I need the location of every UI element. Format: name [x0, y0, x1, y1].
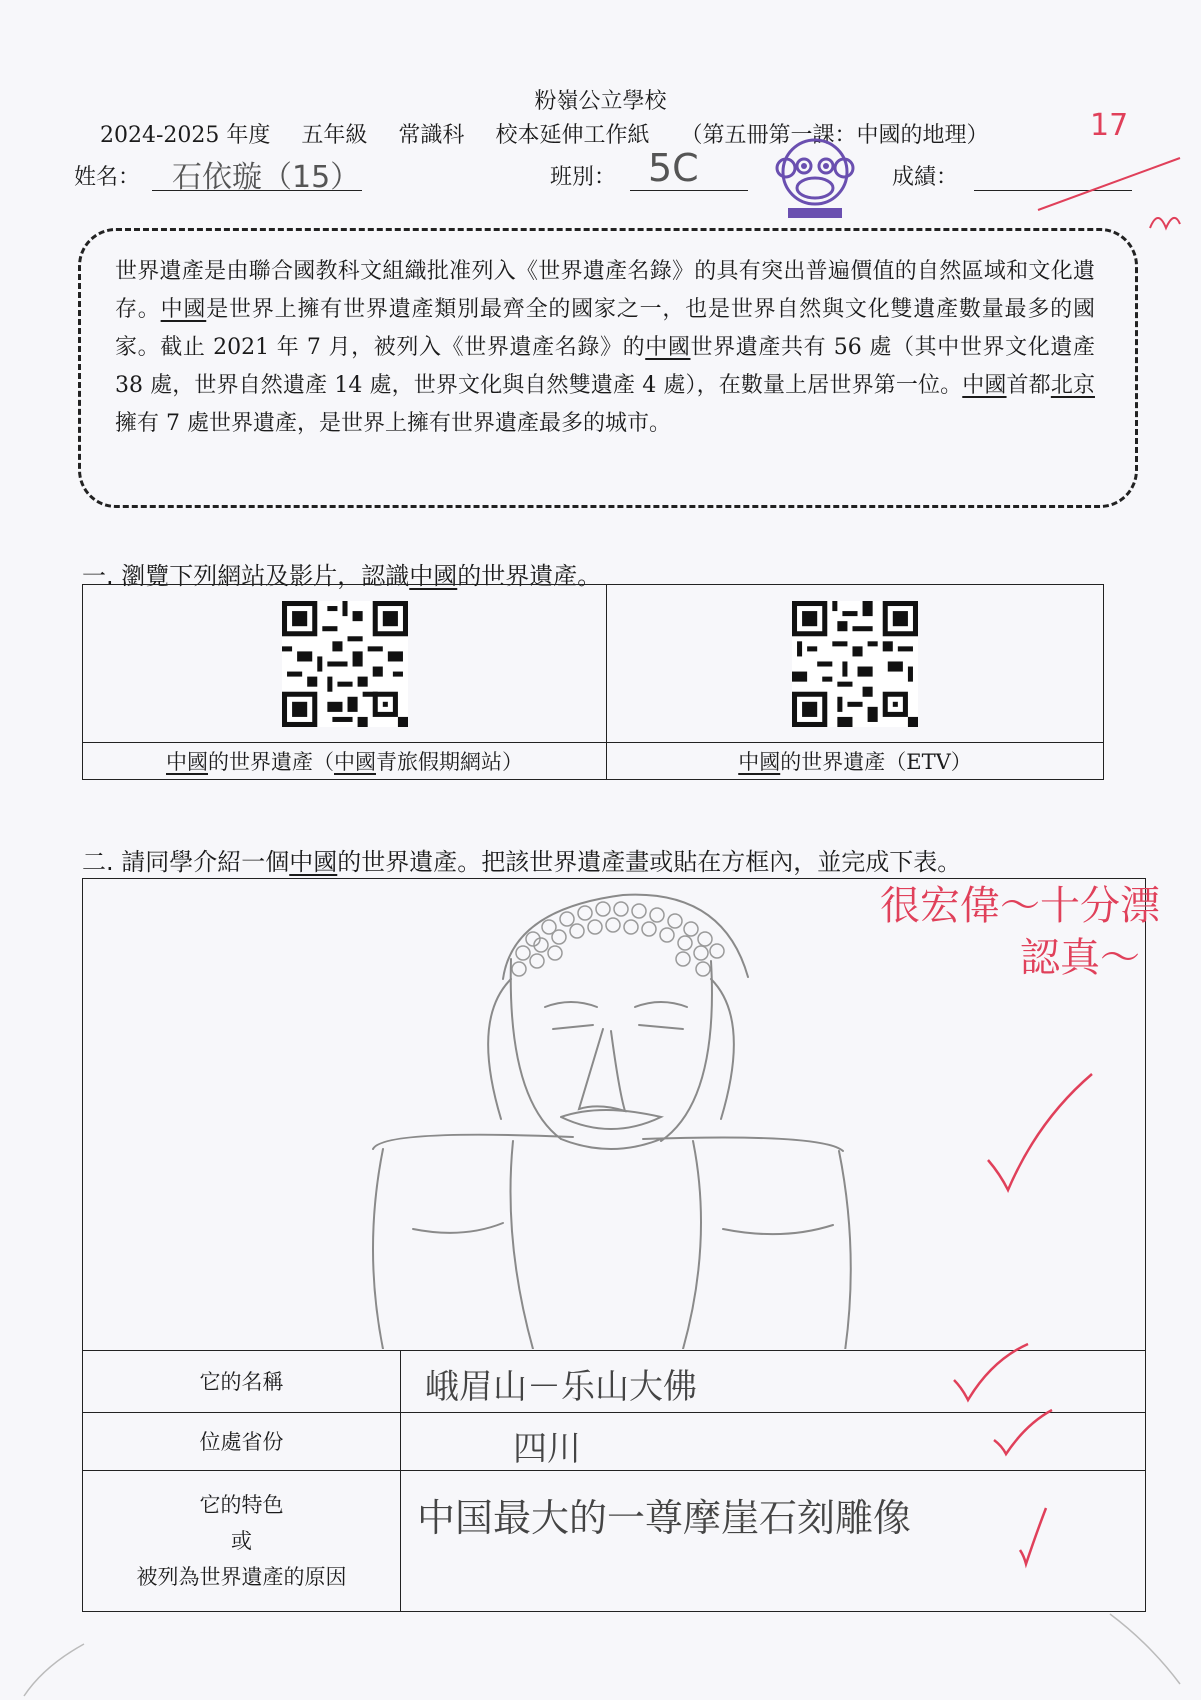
- caption-right-b: 的世界遺產（ETV）: [780, 750, 972, 774]
- caption-right-china: 中國: [738, 750, 781, 774]
- caption-left-china-2: 中國: [334, 750, 376, 774]
- monkey-stamp-icon: [772, 132, 858, 228]
- label-province: 位處省份: [83, 1413, 401, 1471]
- student-name: 石依璇（15）: [172, 160, 361, 195]
- red-stroke-mark: [1030, 150, 1190, 240]
- red-check-marks: [950, 1340, 1090, 1570]
- intro-text-4: 首都: [1006, 373, 1051, 398]
- intro-text-3: 世界遺產共有 56 處（其中世界文化遺產 38 處，世界自然遺產 14 處，世界文化與自然雙遺產 4 處），在數量上居世界第一位。: [115, 335, 1095, 398]
- page-corner-fold-left: [20, 1640, 90, 1700]
- qr-caption-right[interactable]: [607, 743, 1103, 779]
- teacher-comment-line1: 很宏偉～十分漂: [880, 883, 1160, 929]
- label-feature: [83, 1471, 401, 1611]
- label-feature-2: 或: [231, 1529, 252, 1553]
- answer-province: 四川: [513, 1429, 581, 1469]
- qr-caption-left[interactable]: [83, 743, 607, 779]
- qr-table: [82, 584, 1104, 780]
- label-name: 它的名稱: [83, 1351, 401, 1413]
- score-mark: 17: [1090, 108, 1129, 143]
- score-label: 成績：: [892, 165, 959, 190]
- section2-title-china: 中國: [289, 848, 338, 876]
- red-check-icon: [980, 1070, 1100, 1200]
- intro-box: [78, 228, 1138, 508]
- caption-left-china-1: 中國: [166, 750, 208, 774]
- label-feature-3: 被列為世界遺產的原因: [136, 1565, 347, 1589]
- intro-text-5: 擁有 7 處世界遺產，是世界上擁有世界遺產最多的城市。: [115, 411, 671, 436]
- section1-title-b: 的世界遺產。: [457, 562, 602, 590]
- qr-code-icon[interactable]: [282, 599, 408, 729]
- section1-title-china: 中國: [409, 562, 458, 590]
- section2-title-b: 的世界遺產。把該世界遺產畫或貼在方框內，並完成下表。: [337, 848, 962, 876]
- intro-china-1: 中國: [160, 297, 207, 322]
- intro-text-2: 是世界上擁有世界遺產類別最齊全的國家之一，也是世界自然與文化雙遺產數量最多的國家。截止 2021 年 7 月，被列入《世界遺產名錄》的: [115, 297, 1095, 360]
- page-corner-fold: [1100, 1610, 1190, 1690]
- section2-title-a: 二. 請同學介紹一個: [82, 848, 290, 876]
- worksheet-subtitle: [100, 118, 1012, 149]
- answer-name: 峨眉山－乐山大佛: [425, 1367, 697, 1407]
- section2-title: [82, 842, 961, 877]
- worksheet-type: 校本延伸工作紙: [495, 123, 650, 148]
- subject: 常識科: [398, 123, 465, 148]
- grade: 五年級: [301, 123, 368, 148]
- label-feature-1: 它的特色: [199, 1493, 284, 1517]
- class-line: [630, 190, 748, 191]
- class-label: 班別：: [550, 165, 617, 190]
- caption-left-d: 青旅假期網站）: [376, 750, 523, 774]
- intro-beijing: 北京: [1050, 373, 1095, 398]
- academic-year: 2024-2025 年度: [100, 123, 271, 148]
- unit-title: （第五冊第一課：中國的地理）: [680, 123, 989, 148]
- teacher-comment-line2: 認真～: [1020, 935, 1140, 981]
- qr-cell-right[interactable]: [607, 585, 1103, 743]
- intro-china-2: 中國: [645, 335, 691, 360]
- school-name: 粉嶺公立學校: [534, 89, 667, 114]
- caption-left-b: 的世界遺產（: [208, 750, 334, 774]
- qr-code-icon[interactable]: [792, 599, 918, 729]
- class-value: 5C: [648, 146, 699, 190]
- qr-cell-left[interactable]: [83, 585, 607, 743]
- intro-text-1: 世界遺產是由聯合國教科文組織批准列入《世界遺產名錄》的具有突出普遍價值的自然區域和文化遺存。: [115, 259, 1095, 322]
- answer-feature: 中国最大的一尊摩崖石刻雕像: [417, 1496, 912, 1540]
- teacher-comment: [880, 880, 1160, 984]
- name-label: 姓名：: [74, 165, 141, 190]
- intro-china-3: 中國: [962, 373, 1007, 398]
- section1-title-a: 一. 瀏覽下列網站及影片，認識: [82, 562, 410, 590]
